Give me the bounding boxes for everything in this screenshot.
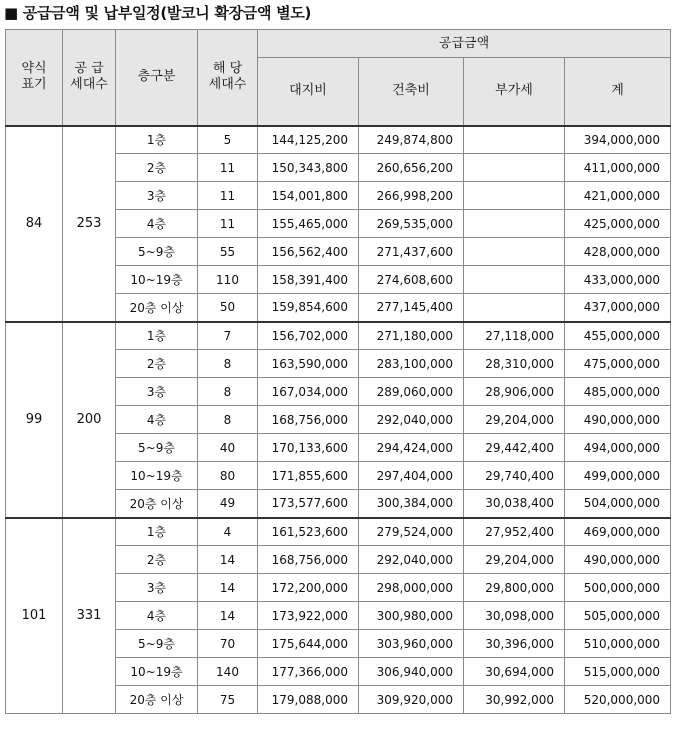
cell-vat: 30,098,000 <box>464 602 565 630</box>
header-vat: 부가세 <box>464 58 565 126</box>
cell-land: 156,562,400 <box>258 238 359 266</box>
cell-vat: 29,204,000 <box>464 546 565 574</box>
cell-units: 8 <box>198 406 258 434</box>
cell-land: 156,702,000 <box>258 322 359 350</box>
cell-floor: 5~9층 <box>116 238 198 266</box>
header-floor: 층구분 <box>116 30 198 126</box>
cell-units: 50 <box>198 294 258 322</box>
cell-units: 14 <box>198 546 258 574</box>
cell-building: 260,656,200 <box>359 154 464 182</box>
cell-type: 84 <box>6 126 63 322</box>
cell-land: 168,756,000 <box>258 546 359 574</box>
cell-land: 167,034,000 <box>258 378 359 406</box>
header-supply-units-line1: 공 급 <box>74 61 104 77</box>
cell-land: 155,465,000 <box>258 210 359 238</box>
cell-units: 11 <box>198 210 258 238</box>
cell-total: 490,000,000 <box>565 546 671 574</box>
cell-vat <box>464 182 565 210</box>
cell-land: 175,644,000 <box>258 630 359 658</box>
cell-total: 421,000,000 <box>565 182 671 210</box>
supply-price-table <box>5 29 671 714</box>
cell-building: 298,000,000 <box>359 574 464 602</box>
table-body <box>6 126 671 714</box>
cell-type: 99 <box>6 322 63 518</box>
cell-vat <box>464 238 565 266</box>
cell-total: 504,000,000 <box>565 490 671 518</box>
cell-units: 8 <box>198 350 258 378</box>
cell-vat: 29,204,000 <box>464 406 565 434</box>
header-type-line2: 표기 <box>21 77 47 93</box>
header-supply-units-line2: 세대수 <box>70 77 108 93</box>
header-supply-units <box>63 30 116 126</box>
header-units-line1: 해 당 <box>212 61 243 77</box>
cell-vat <box>464 126 565 154</box>
header-supply-price: 공급금액 <box>258 30 671 58</box>
cell-building: 269,535,000 <box>359 210 464 238</box>
header-units-line2: 세대수 <box>208 77 247 93</box>
cell-total: 490,000,000 <box>565 406 671 434</box>
cell-building: 279,524,000 <box>359 518 464 546</box>
cell-floor: 10~19층 <box>116 462 198 490</box>
cell-total: 469,000,000 <box>565 518 671 546</box>
cell-land: 179,088,000 <box>258 686 359 714</box>
cell-building: 271,180,000 <box>359 322 464 350</box>
cell-units: 8 <box>198 378 258 406</box>
cell-building: 297,404,000 <box>359 462 464 490</box>
cell-land: 154,001,800 <box>258 182 359 210</box>
cell-land: 150,343,800 <box>258 154 359 182</box>
cell-land: 173,577,600 <box>258 490 359 518</box>
cell-total: 455,000,000 <box>565 322 671 350</box>
cell-building: 309,920,000 <box>359 686 464 714</box>
cell-floor: 1층 <box>116 322 198 350</box>
cell-floor: 1층 <box>116 126 198 154</box>
section-title: ■ 공급금액 및 납부일정(발코니 확장금액 별도) <box>4 4 312 22</box>
cell-land: 163,590,000 <box>258 350 359 378</box>
cell-floor: 5~9층 <box>116 434 198 462</box>
cell-vat <box>464 154 565 182</box>
cell-building: 266,998,200 <box>359 182 464 210</box>
cell-vat: 28,310,000 <box>464 350 565 378</box>
cell-total: 437,000,000 <box>565 294 671 322</box>
cell-units: 140 <box>198 658 258 686</box>
cell-vat: 29,740,400 <box>464 462 565 490</box>
cell-vat: 30,992,000 <box>464 686 565 714</box>
cell-land: 161,523,600 <box>258 518 359 546</box>
cell-units: 110 <box>198 266 258 294</box>
cell-total: 515,000,000 <box>565 658 671 686</box>
cell-units: 55 <box>198 238 258 266</box>
cell-building: 292,040,000 <box>359 546 464 574</box>
table-header <box>6 30 671 126</box>
cell-total: 505,000,000 <box>565 602 671 630</box>
cell-vat: 27,118,000 <box>464 322 565 350</box>
cell-supply-units: 200 <box>63 322 116 518</box>
cell-total: 428,000,000 <box>565 238 671 266</box>
cell-vat: 28,906,000 <box>464 378 565 406</box>
cell-total: 394,000,000 <box>565 126 671 154</box>
header-total: 계 <box>565 58 671 126</box>
cell-floor: 1층 <box>116 518 198 546</box>
cell-total: 485,000,000 <box>565 378 671 406</box>
cell-type: 101 <box>6 518 63 714</box>
cell-vat <box>464 210 565 238</box>
cell-land: 159,854,600 <box>258 294 359 322</box>
cell-units: 40 <box>198 434 258 462</box>
cell-building: 300,980,000 <box>359 602 464 630</box>
cell-floor: 2층 <box>116 350 198 378</box>
table-row <box>6 126 671 154</box>
cell-units: 11 <box>198 182 258 210</box>
cell-land: 168,756,000 <box>258 406 359 434</box>
header-type <box>6 30 63 126</box>
cell-floor: 3층 <box>116 182 198 210</box>
cell-land: 158,391,400 <box>258 266 359 294</box>
cell-land: 172,200,000 <box>258 574 359 602</box>
cell-floor: 20층 이상 <box>116 490 198 518</box>
cell-vat: 30,038,400 <box>464 490 565 518</box>
cell-vat: 29,800,000 <box>464 574 565 602</box>
cell-land: 171,855,600 <box>258 462 359 490</box>
cell-total: 499,000,000 <box>565 462 671 490</box>
cell-total: 425,000,000 <box>565 210 671 238</box>
cell-floor: 10~19층 <box>116 266 198 294</box>
cell-building: 300,384,000 <box>359 490 464 518</box>
cell-land: 144,125,200 <box>258 126 359 154</box>
cell-vat <box>464 266 565 294</box>
cell-total: 520,000,000 <box>565 686 671 714</box>
cell-supply-units: 253 <box>63 126 116 322</box>
cell-total: 510,000,000 <box>565 630 671 658</box>
cell-floor: 10~19층 <box>116 658 198 686</box>
cell-units: 75 <box>198 686 258 714</box>
cell-vat: 29,442,400 <box>464 434 565 462</box>
cell-building: 294,424,000 <box>359 434 464 462</box>
cell-total: 475,000,000 <box>565 350 671 378</box>
cell-floor: 4층 <box>116 406 198 434</box>
cell-floor: 2층 <box>116 154 198 182</box>
cell-vat: 30,694,000 <box>464 658 565 686</box>
cell-floor: 20층 이상 <box>116 294 198 322</box>
cell-floor: 20층 이상 <box>116 686 198 714</box>
cell-land: 170,133,600 <box>258 434 359 462</box>
cell-building: 306,940,000 <box>359 658 464 686</box>
header-units <box>198 30 258 126</box>
cell-floor: 5~9층 <box>116 630 198 658</box>
cell-building: 274,608,600 <box>359 266 464 294</box>
cell-floor: 4층 <box>116 210 198 238</box>
cell-building: 249,874,800 <box>359 126 464 154</box>
cell-total: 500,000,000 <box>565 574 671 602</box>
cell-supply-units: 331 <box>63 518 116 714</box>
cell-units: 70 <box>198 630 258 658</box>
supply-price-table-container <box>5 29 670 714</box>
header-type-line1: 약식 <box>21 61 47 77</box>
cell-units: 14 <box>198 574 258 602</box>
table-row <box>6 518 671 546</box>
cell-floor: 4층 <box>116 602 198 630</box>
cell-units: 80 <box>198 462 258 490</box>
cell-vat <box>464 294 565 322</box>
header-land: 대지비 <box>258 58 359 126</box>
cell-floor: 3층 <box>116 378 198 406</box>
cell-floor: 2층 <box>116 546 198 574</box>
cell-building: 289,060,000 <box>359 378 464 406</box>
cell-total: 494,000,000 <box>565 434 671 462</box>
cell-land: 173,922,000 <box>258 602 359 630</box>
cell-building: 277,145,400 <box>359 294 464 322</box>
cell-units: 4 <box>198 518 258 546</box>
header-building: 건축비 <box>359 58 464 126</box>
cell-units: 49 <box>198 490 258 518</box>
cell-vat: 30,396,000 <box>464 630 565 658</box>
cell-total: 411,000,000 <box>565 154 671 182</box>
cell-floor: 3층 <box>116 574 198 602</box>
cell-units: 14 <box>198 602 258 630</box>
cell-building: 271,437,600 <box>359 238 464 266</box>
cell-units: 7 <box>198 322 258 350</box>
cell-building: 292,040,000 <box>359 406 464 434</box>
table-row <box>6 322 671 350</box>
cell-building: 303,960,000 <box>359 630 464 658</box>
cell-land: 177,366,000 <box>258 658 359 686</box>
cell-units: 5 <box>198 126 258 154</box>
cell-vat: 27,952,400 <box>464 518 565 546</box>
cell-building: 283,100,000 <box>359 350 464 378</box>
cell-units: 11 <box>198 154 258 182</box>
cell-total: 433,000,000 <box>565 266 671 294</box>
